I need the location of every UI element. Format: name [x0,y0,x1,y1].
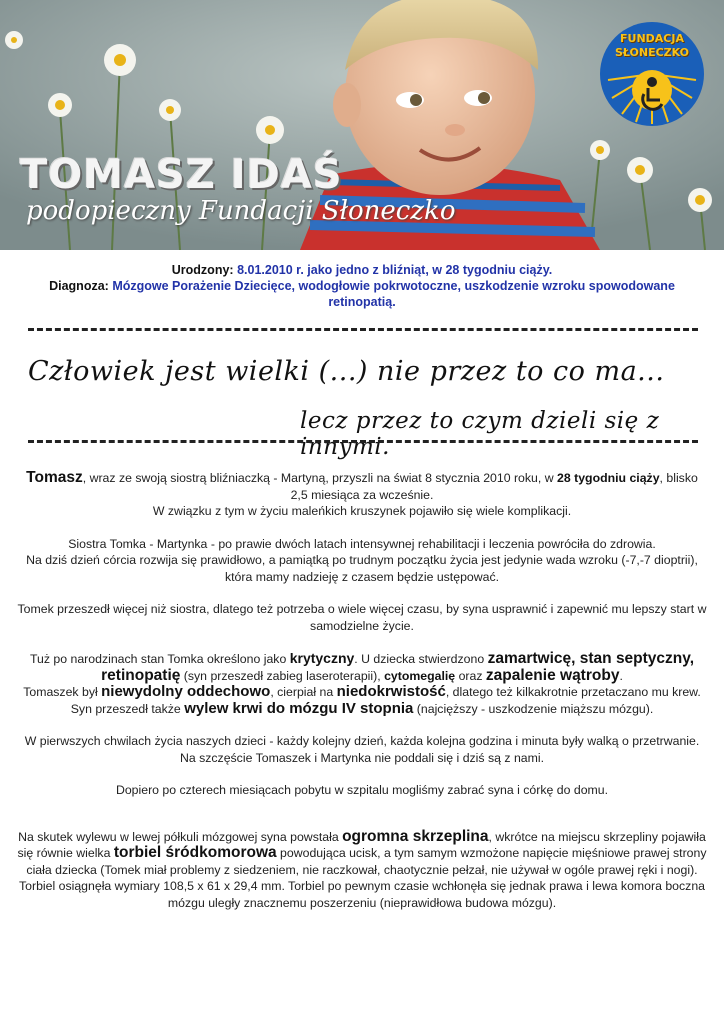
paragraph-3: Tomek przeszedł więcej niż siostra, dlatego też potrzeba o wiele więcej czasu, by syna usprawnić i zapewnić mu lepszy start w samodzielne życie. [17,602,707,633]
logo-line-2: SŁONECZKO [614,46,690,59]
cyst-highlight: torbiel śródkomorowa [113,844,277,861]
anemia-highlight: niedokrwistość [336,683,446,700]
logo-line-1: FUNDACJA [620,32,684,45]
born-date: 8.01.2010 [237,263,293,277]
paragraph-5: W pierwszych chwilach życia naszych dzieci - każdy kolejny dzień, każda kolejna godzina i minuta były walką o przetrwanie. Na szczęście Tomaszek i Martynka nie poddali się i dziś są z nami. [24,734,700,765]
text: Tuż po narodzinach stan Tomka określono jako [29,652,290,666]
diagnosis-value: Mózgowe Porażenie Dziecięce, wodogłowie pokrwotoczne, uszkodzenie wzroku spowodowane retinopatią. [112,279,675,309]
born-label: Urodzony: [171,263,234,277]
text: , wraz ze swoją siostrą bliźniaczką - Martyną, przyszli na świat 8 stycznia 2010 roku, w [82,471,558,485]
cmv-highlight: cytomegalię [384,668,456,683]
text: , wkrótce na miejscu skrzepliny pojawiła się równie wielka [17,829,706,860]
text: Syn przeszedł także [70,701,185,716]
quote-line-1: Człowiek jest wielki (...) nie przez to co ma... [28,356,665,387]
text: , cierpiał na [270,685,337,699]
text: , dlatego też kilkakrotnie przetaczano mu krew. [445,685,701,699]
info-block [20,262,704,310]
text: powodująca ucisk, a tym samym wzmożone napięcie mięśniowe prawej strony ciała dziecka (Tomek miał problemy z siedzeniem, nie raczkował, chaotycznie pełzał, nie używał w ogóle prawej ręki i nogi). Torbiel osiągnęła wymiary 108,5 x 61 x 29,4 mm. Torbiel po pewnym czasie wchłonęła się jednak prawa i lewa komora boczna mózgu uległy znacznemu poszerzeniu (nieprawidłowa budowa mózgu). [18,846,707,910]
clot-highlight: ogromna skrzeplina [342,827,489,845]
banner-title: TOMASZ IDAŚ [20,152,343,198]
paragraph-2-line-2: Na dziś dzień córcia rozwija się prawidłowo, a pamiątką po trudnym początku życia jest jedynie wada wzroku (-7,-7 dioptrii), która mamy nadzieję z czasem będzie ustępować. [26,553,698,584]
critical-highlight: krytyczny [289,650,355,666]
born-line [20,262,704,278]
weeks-highlight: 28 tygodniu ciąży [557,471,660,485]
foundation-logo [598,20,706,128]
header-banner [0,0,724,250]
hemorrhage-highlight: wylew krwi do mózgu IV stopnia [184,699,414,717]
paragraph-2-line-1: Siostra Tomka - Martynka - po prawie dwóch latach intensywnej rehabilitacji i leczenia powróciła do zdrowia. [68,536,656,551]
text: Na skutek wylewu w lewej półkuli mózgowej syna powstała [18,829,343,844]
dashed-divider-top [28,328,698,331]
dashed-divider-bottom [28,440,698,443]
text: . [619,668,623,683]
story-text [16,470,708,911]
diagnosis-line [20,278,704,310]
text: , blisko 2,5 miesiąca za wcześnie. [290,471,698,502]
text: (syn przeszedł zabieg laseroterapii), [180,668,385,683]
paragraph-4-line-2 [16,684,708,701]
paragraph-4 [16,650,708,684]
respiratory-highlight: niewydolny oddechowo [101,683,271,700]
paragraph-6: Dopiero po czterech miesiącach pobytu w szpitalu mogliśmy zabrać syna i córkę do domu. [115,783,609,797]
quote-line-2: lecz przez to czym dzieli się z innymi. [300,408,660,460]
diagnosis-highlight: zamartwicę, stan septyczny, retinopatię [101,650,695,684]
text: oraz [455,668,486,683]
text: (najcięższy - uszkodzenie miąższu mózgu). [413,701,654,716]
paragraph-4-line-3 [16,701,708,718]
paragraph-7 [16,829,708,912]
paragraph-1-line-2: W związku z tym w życiu maleńkich kruszynek pojawiło się wiele komplikacji. [152,504,572,518]
banner-subtitle: podopieczny Fundacji Słoneczko [26,196,456,226]
paragraph-1 [16,470,708,503]
text: . U dziecka stwierdzono [354,652,488,666]
name-highlight: Tomasz [26,469,83,486]
text: Tomaszek był [23,685,102,699]
hepatitis-highlight: zapalenie wątroby [485,666,620,684]
diagnosis-label: Diagnoza: [49,279,109,293]
born-rest: r. jako jedno z bliźniąt, w 28 tygodniu ciąży. [292,263,553,277]
